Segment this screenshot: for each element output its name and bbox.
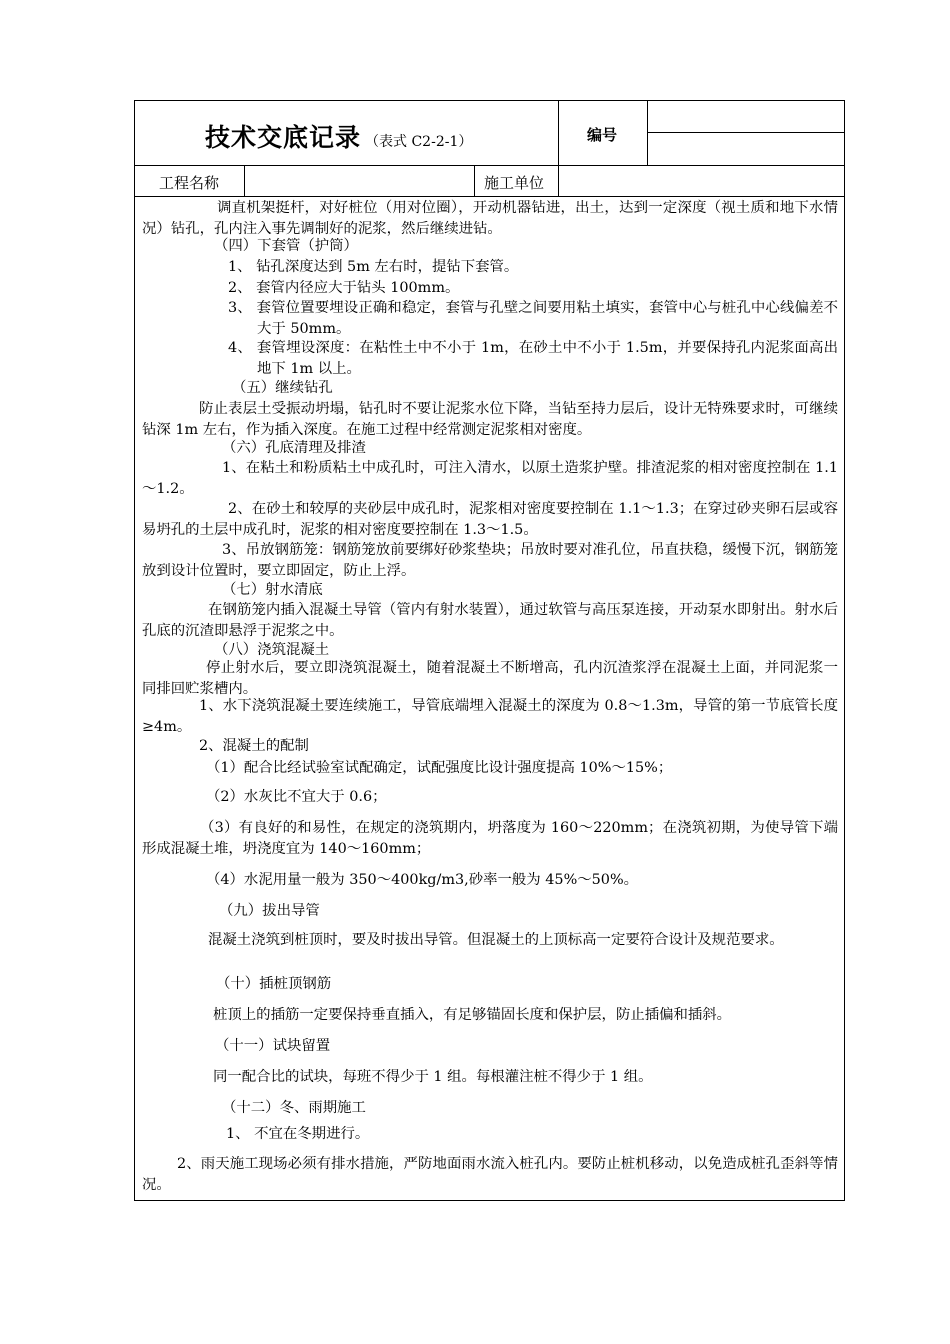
construction-unit-label: 施工单位 (484, 174, 545, 192)
mix-item-3: （3）有良好的和易性，在规定的浇筑期内，坍落度为 160～220mm；在浇筑初期，为使导管下端形成混凝土堆，坍浇度宜为 140～160mm； (142, 820, 838, 857)
form-title (205, 118, 472, 154)
heading-winter-rain: （十二）冬、雨期施工 (222, 1100, 366, 1116)
title-column-divider (558, 100, 559, 166)
cleaning-item-3: 3、吊放钢筋笼：钢筋笼放前要绑好砂浆垫块；吊放时要对准孔位，吊直扶稳，缓慢下沉，钢筋笼放到设计位置时，要立即固定，防止上浮。 (142, 542, 838, 579)
paragraph-pouring: 停止射水后，要立即浇筑混凝土，随着混凝土不断增高，孔内沉渣浆浮在混凝土上面，并同泥浆一同排回贮浆槽内。 (142, 660, 838, 697)
heading-test-block: （十一）试块留置 (215, 1038, 331, 1054)
cleaning-item-2: 2、在砂土和较厚的夹砂层中成孔时，泥浆相对密度要控制在 1.1～1.3；在穿过砂夹卵石层或容易坍孔的土层中成孔时，泥浆的相对密度要控制在 1.3～1.5。 (142, 501, 838, 538)
winter-rain-item-2: 2、雨天施工现场必须有排水措施，严防地面雨水流入桩孔内。要防止桩机移动，以免造成桩孔歪斜等情况。 (142, 1156, 838, 1193)
project-name-value[interactable] (250, 168, 470, 192)
cleaning-item-1: 1、在粘土和粉质粘土中成孔时，可注入清水，以原土造浆护壁。排渣泥浆的相对密度控制在 1.1～1.2。 (142, 460, 838, 497)
paragraph-continue-drilling: 防止表层土受振动坍塌，钻孔时不要让泥浆水位下降，当钻至持力层后，设计无特殊要求时，可继续钻深 1m 左右，作为插入深度。在施工过程中经常测定泥浆相对密度。 (142, 401, 838, 438)
form-code: （表式 C2-2-1） (365, 134, 473, 150)
pouring-item-2: 2、混凝土的配制 (199, 738, 309, 754)
info-col-divider-2 (474, 165, 475, 196)
paragraph-pull-conduit: 混凝土浇筑到桩顶时，要及时拔出导管。但混凝土的上顶标高一定要符合设计及规范要求。 (208, 932, 784, 948)
project-name-label: 工程名称 (159, 174, 220, 192)
heading-rebar-insert: （十）插桩顶钢筋 (216, 976, 332, 992)
pouring-item-1: 1、水下浇筑混凝土要连续施工，导管底端埋入混凝土的深度为 0.8～1.3m，导管的第一节底管长度≥4m。 (142, 698, 838, 735)
casing-item-3: 3、 套管位置要埋设正确和稳定，套管与孔壁之间要用粘土填实，套管中心与桩孔中心线偏差不大于 50mm。 (228, 300, 838, 337)
info-row-divider (134, 196, 845, 197)
number-cell-divider (647, 132, 845, 133)
heading-bottom-cleaning: （六）孔底清理及排渣 (222, 440, 366, 456)
info-col-divider-3 (558, 165, 559, 196)
heading-water-jet: （七）射水清底 (222, 582, 323, 598)
heading-casing: （四）下套管（护筒） (214, 238, 358, 254)
number-value-bottom[interactable] (652, 136, 840, 160)
number-label: 编号 (587, 126, 618, 144)
casing-item-2: 2、 套管内径应大于钻头 100mm。 (228, 280, 460, 296)
number-column-divider (647, 100, 648, 166)
construction-unit-value[interactable] (564, 168, 840, 192)
info-col-divider-1 (244, 165, 245, 196)
paragraph-drilling: 调直机架挺杆，对好桩位（用对位圈），开动机器钻进，出土，达到一定深度（视土质和地下水情况）钻孔，孔内注入事先调制好的泥浆，然后继续进钻。 (142, 200, 838, 237)
document-title: 技术交底记录 (205, 123, 362, 152)
winter-rain-item-1: 1、 不宜在冬期进行。 (226, 1126, 370, 1142)
mix-item-2: （2）水灰比不宜大于 0.6； (206, 789, 387, 805)
heading-pouring: （八）浇筑混凝土 (214, 642, 330, 658)
paragraph-rebar-insert: 桩顶上的插筋一定要保持垂直插入，有足够锚固长度和保护层，防止插偏和插斜。 (213, 1007, 732, 1023)
heading-pull-conduit: （九）拔出导管 (219, 903, 320, 919)
paragraph-test-block: 同一配合比的试块，每班不得少于 1 组。每根灌注桩不得少于 1 组。 (213, 1069, 653, 1085)
mix-item-1: （1）配合比经试验室试配确定，试配强度比设计强度提高 10%～15%； (206, 760, 673, 776)
number-value-top[interactable] (652, 104, 840, 128)
heading-continue-drilling: （五）继续钻孔 (232, 380, 333, 396)
paragraph-water-jet: 在钢筋笼内插入混凝土导管（管内有射水装置），通过软管与高压泵连接，开动泵水即射出。射水后孔底的沉渣即悬浮于泥浆之中。 (142, 602, 838, 639)
header-divider (134, 165, 845, 166)
casing-item-4: 4、 套管埋设深度：在粘性土中不小于 1m，在砂土中不小于 1.5m，并要保持孔内泥浆面高出地下 1m 以上。 (228, 340, 838, 377)
casing-item-1: 1、 钻孔深度达到 5m 左右时，提钻下套管。 (228, 259, 519, 275)
mix-item-4: （4）水泥用量一般为 350～400kg/m3,砂率一般为 45%～50%。 (206, 872, 639, 888)
